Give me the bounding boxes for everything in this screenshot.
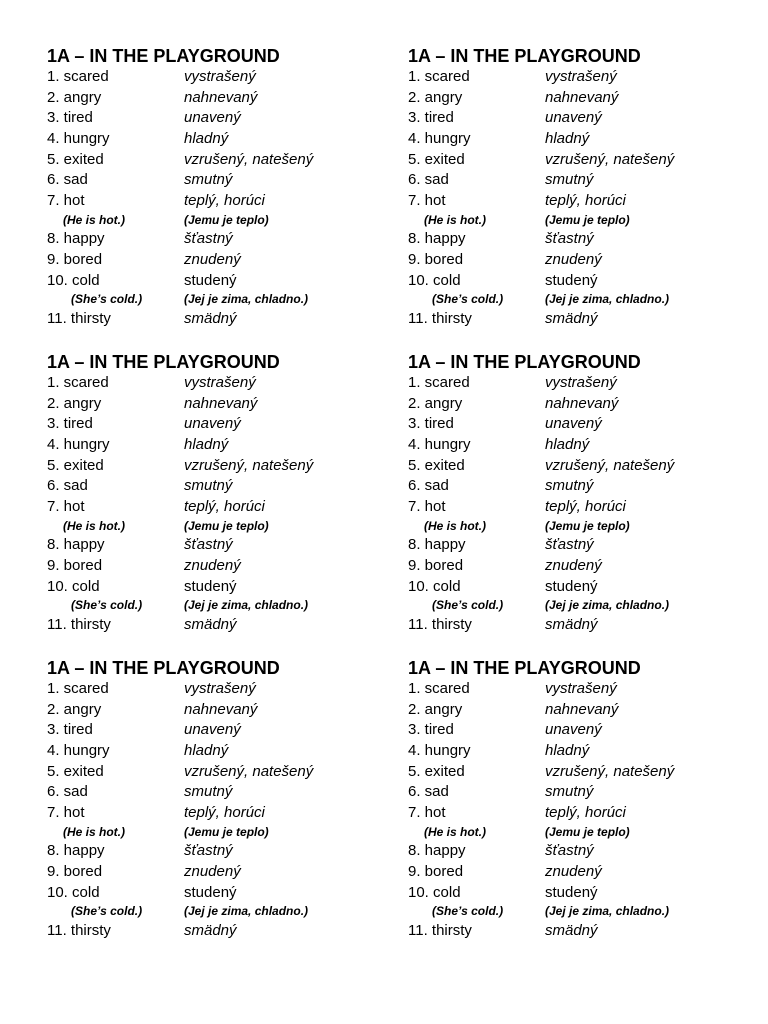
english-word: 3. tired — [408, 415, 454, 433]
vocab-row — [47, 720, 387, 741]
slovak-translation: vzrušený, natešený — [545, 762, 675, 780]
english-word: 8. happy — [408, 230, 466, 248]
example-note — [408, 291, 748, 309]
english-word: 6. sad — [47, 171, 88, 189]
vocab-row — [47, 476, 387, 497]
slovak-translation: nahnevaný — [184, 394, 258, 412]
example-note — [47, 518, 387, 536]
slovak-translation: znudený — [184, 557, 241, 574]
slovak-translation: studený — [184, 577, 237, 595]
english-word: 5. exited — [47, 762, 104, 780]
english-word: 7. hot — [408, 804, 446, 822]
slovak-example: (Jej je zima, chladno.) — [184, 292, 309, 307]
vocab-row — [47, 373, 387, 394]
slovak-example: (Jemu je teplo) — [545, 824, 630, 839]
english-word: 5. exited — [408, 762, 465, 780]
english-word: 10. cold — [408, 883, 461, 901]
vocab-row — [47, 414, 387, 435]
english-word: 4. hungry — [47, 130, 110, 148]
slovak-example: (Jej je zima, chladno.) — [184, 904, 309, 919]
vocab-row — [408, 67, 748, 88]
slovak-translation: unavený — [545, 109, 602, 127]
slovak-translation: vystrašený — [545, 680, 617, 697]
english-word: 9. bored — [47, 251, 103, 268]
english-word: 7. hot — [408, 498, 446, 516]
vocab-row — [47, 435, 387, 456]
english-word: 7. hot — [408, 192, 446, 210]
slovak-translation: vystrašený — [545, 374, 617, 391]
vocab-row — [47, 615, 387, 636]
english-example: (She’s cold.) — [432, 598, 504, 613]
english-word: 2. angry — [47, 700, 102, 718]
slovak-translation: teplý, horúci — [545, 804, 626, 822]
slovak-translation: šťastný — [184, 230, 233, 248]
slovak-translation: vzrušený, natešený — [184, 456, 314, 474]
english-word: 4. hungry — [408, 130, 471, 148]
vocab-row — [47, 456, 387, 477]
vocab-row — [408, 414, 748, 435]
vocab-row — [47, 679, 387, 700]
english-word: 10. cold — [47, 577, 100, 595]
vocabulary-card — [408, 351, 748, 636]
example-note — [47, 212, 387, 230]
slovak-translation: znudený — [184, 251, 241, 268]
slovak-translation: teplý, horúci — [184, 192, 265, 210]
slovak-translation: nahnevaný — [184, 88, 258, 106]
vocab-row — [408, 191, 748, 212]
slovak-translation: hladný — [184, 436, 229, 454]
slovak-translation: unavený — [184, 721, 241, 739]
english-word: 5. exited — [47, 456, 104, 474]
english-word: 1. scared — [47, 680, 109, 697]
vocab-row — [408, 170, 748, 191]
slovak-translation: šťastný — [545, 842, 594, 860]
slovak-translation: vystrašený — [184, 680, 256, 697]
vocab-row — [47, 129, 387, 150]
english-word: 2. angry — [408, 700, 463, 718]
english-example: (He is hot.) — [63, 824, 125, 839]
example-note — [47, 291, 387, 309]
slovak-translation: smädný — [545, 309, 598, 327]
english-word: 4. hungry — [408, 436, 471, 454]
vocab-row — [408, 150, 748, 171]
vocab-row — [47, 150, 387, 171]
slovak-translation: vzrušený, natešený — [545, 456, 675, 474]
card-title: 1A – IN THE PLAYGROUND — [47, 46, 280, 66]
vocab-row — [408, 556, 748, 577]
vocabulary-card — [408, 45, 748, 330]
example-note — [408, 903, 748, 921]
english-example: (He is hot.) — [63, 518, 125, 533]
vocab-row — [408, 921, 748, 942]
slovak-translation: nahnevaný — [545, 88, 619, 106]
example-note — [47, 597, 387, 615]
slovak-example: (Jej je zima, chladno.) — [545, 292, 670, 307]
example-note — [47, 903, 387, 921]
vocab-row — [47, 700, 387, 721]
english-word: 2. angry — [47, 88, 102, 106]
slovak-translation: unavený — [545, 415, 602, 433]
slovak-translation: smädný — [545, 921, 598, 939]
english-word: 2. angry — [408, 88, 463, 106]
vocab-row — [408, 841, 748, 862]
slovak-translation: studený — [545, 883, 598, 901]
slovak-translation: nahnevaný — [545, 700, 619, 718]
slovak-translation: studený — [184, 883, 237, 901]
english-example: (He is hot.) — [424, 518, 486, 533]
vocabulary-card — [47, 657, 387, 942]
card-title: 1A – IN THE PLAYGROUND — [408, 658, 641, 678]
english-word: 4. hungry — [47, 742, 110, 760]
vocab-row — [47, 108, 387, 129]
slovak-translation: hladný — [545, 742, 590, 760]
vocabulary-card — [408, 657, 748, 942]
english-example: (She’s cold.) — [71, 904, 143, 919]
vocab-row — [47, 271, 387, 292]
vocab-row — [408, 456, 748, 477]
english-word: 7. hot — [47, 192, 85, 210]
english-word: 9. bored — [47, 863, 103, 880]
example-note — [408, 597, 748, 615]
slovak-translation: studený — [184, 271, 237, 289]
slovak-translation: smutný — [184, 477, 233, 495]
vocab-row — [47, 229, 387, 250]
slovak-translation: šťastný — [545, 230, 594, 248]
english-word: 11. thirsty — [47, 309, 111, 327]
slovak-translation: smutný — [184, 171, 233, 189]
card-title: 1A – IN THE PLAYGROUND — [47, 352, 280, 372]
example-note — [408, 824, 748, 842]
slovak-example: (Jemu je teplo) — [545, 518, 630, 533]
vocab-row — [47, 170, 387, 191]
english-example: (She’s cold.) — [432, 292, 504, 307]
english-word: 6. sad — [47, 477, 88, 495]
english-word: 8. happy — [47, 536, 105, 554]
slovak-translation: šťastný — [545, 536, 594, 554]
english-word: 11. thirsty — [408, 309, 472, 327]
slovak-translation: šťastný — [184, 536, 233, 554]
slovak-translation: smutný — [545, 783, 594, 801]
vocab-row — [408, 229, 748, 250]
slovak-translation: šťastný — [184, 842, 233, 860]
english-word: 6. sad — [408, 477, 449, 495]
vocab-row — [408, 129, 748, 150]
vocab-row — [408, 394, 748, 415]
vocab-row — [47, 782, 387, 803]
vocab-row — [47, 577, 387, 598]
slovak-translation: smädný — [184, 615, 237, 633]
vocab-row — [47, 88, 387, 109]
english-word: 3. tired — [408, 109, 454, 127]
vocab-row — [408, 720, 748, 741]
example-note — [47, 824, 387, 842]
english-word: 3. tired — [408, 721, 454, 739]
vocab-row — [408, 577, 748, 598]
vocab-row — [408, 700, 748, 721]
english-word: 2. angry — [408, 394, 463, 412]
slovak-translation: teplý, horúci — [545, 498, 626, 516]
slovak-translation: vystrašený — [545, 68, 617, 85]
vocab-row — [408, 615, 748, 636]
vocab-row — [408, 271, 748, 292]
english-word: 3. tired — [47, 109, 93, 127]
english-example: (She’s cold.) — [432, 904, 504, 919]
english-word: 8. happy — [47, 230, 105, 248]
slovak-translation: znudený — [545, 557, 602, 574]
english-word: 10. cold — [47, 271, 100, 289]
vocab-row — [408, 741, 748, 762]
vocab-row — [408, 862, 748, 883]
vocab-row — [408, 762, 748, 783]
slovak-translation: smädný — [184, 309, 237, 327]
slovak-translation: unavený — [184, 109, 241, 127]
english-word: 10. cold — [47, 883, 100, 901]
slovak-translation: hladný — [545, 130, 590, 148]
english-word: 7. hot — [47, 804, 85, 822]
english-word: 8. happy — [47, 842, 105, 860]
english-word: 8. happy — [408, 536, 466, 554]
english-word: 5. exited — [408, 456, 465, 474]
english-example: (She’s cold.) — [71, 292, 143, 307]
english-word: 10. cold — [408, 271, 461, 289]
example-note — [408, 518, 748, 536]
vocab-row — [47, 191, 387, 212]
english-word: 1. scared — [408, 374, 470, 391]
english-word: 11. thirsty — [47, 921, 111, 939]
vocab-row — [47, 497, 387, 518]
english-word: 3. tired — [47, 721, 93, 739]
english-word: 6. sad — [408, 783, 449, 801]
vocab-row — [47, 535, 387, 556]
vocab-row — [408, 782, 748, 803]
english-word: 1. scared — [47, 374, 109, 391]
vocab-row — [47, 921, 387, 942]
slovak-example: (Jej je zima, chladno.) — [545, 598, 670, 613]
slovak-translation: smädný — [184, 921, 237, 939]
slovak-translation: nahnevaný — [545, 394, 619, 412]
slovak-translation: vystrašený — [184, 68, 256, 85]
english-word: 6. sad — [47, 783, 88, 801]
slovak-translation: teplý, horúci — [184, 804, 265, 822]
slovak-translation: studený — [545, 577, 598, 595]
slovak-translation: smutný — [545, 171, 594, 189]
vocab-row — [47, 762, 387, 783]
english-word: 9. bored — [408, 557, 464, 574]
slovak-example: (Jemu je teplo) — [545, 212, 630, 227]
vocab-row — [47, 841, 387, 862]
slovak-translation: hladný — [184, 742, 229, 760]
english-word: 9. bored — [408, 863, 464, 880]
slovak-translation: vzrušený, natešený — [184, 150, 314, 168]
english-word: 9. bored — [47, 557, 103, 574]
slovak-example: (Jemu je teplo) — [184, 824, 269, 839]
english-example: (She’s cold.) — [71, 598, 143, 613]
vocab-row — [408, 88, 748, 109]
english-word: 1. scared — [408, 680, 470, 697]
vocab-row — [408, 476, 748, 497]
english-word: 11. thirsty — [47, 615, 111, 633]
english-word: 1. scared — [408, 68, 470, 85]
english-example: (He is hot.) — [424, 212, 486, 227]
english-word: 3. tired — [47, 415, 93, 433]
vocabulary-card — [47, 351, 387, 636]
slovak-translation: smutný — [184, 783, 233, 801]
english-word: 11. thirsty — [408, 921, 472, 939]
slovak-example: (Jej je zima, chladno.) — [545, 904, 670, 919]
slovak-translation: znudený — [184, 863, 241, 880]
vocab-row — [408, 497, 748, 518]
vocab-row — [47, 67, 387, 88]
english-example: (He is hot.) — [63, 212, 125, 227]
english-word: 10. cold — [408, 577, 461, 595]
slovak-example: (Jej je zima, chladno.) — [184, 598, 309, 613]
slovak-translation: smädný — [545, 615, 598, 633]
slovak-translation: studený — [545, 271, 598, 289]
english-word: 2. angry — [47, 394, 102, 412]
english-word: 1. scared — [47, 68, 109, 85]
vocab-row — [47, 556, 387, 577]
english-word: 5. exited — [47, 150, 104, 168]
vocab-row — [408, 108, 748, 129]
card-title: 1A – IN THE PLAYGROUND — [408, 352, 641, 372]
slovak-translation: unavený — [184, 415, 241, 433]
english-word: 7. hot — [47, 498, 85, 516]
vocab-row — [47, 741, 387, 762]
slovak-translation: vzrušený, natešený — [545, 150, 675, 168]
english-word: 6. sad — [408, 171, 449, 189]
slovak-example: (Jemu je teplo) — [184, 518, 269, 533]
slovak-example: (Jemu je teplo) — [184, 212, 269, 227]
vocab-row — [47, 862, 387, 883]
english-word: 4. hungry — [408, 742, 471, 760]
slovak-translation: teplý, horúci — [545, 192, 626, 210]
vocab-row — [408, 803, 748, 824]
slovak-translation: unavený — [545, 721, 602, 739]
english-word: 9. bored — [408, 251, 464, 268]
example-note — [408, 212, 748, 230]
vocab-row — [47, 883, 387, 904]
card-title: 1A – IN THE PLAYGROUND — [47, 658, 280, 678]
slovak-translation: vystrašený — [184, 374, 256, 391]
english-example: (He is hot.) — [424, 824, 486, 839]
slovak-translation: hladný — [545, 436, 590, 454]
vocab-row — [47, 250, 387, 271]
vocab-row — [47, 803, 387, 824]
vocab-row — [408, 679, 748, 700]
vocab-row — [408, 883, 748, 904]
slovak-translation: teplý, horúci — [184, 498, 265, 516]
slovak-translation: vzrušený, natešený — [184, 762, 314, 780]
vocab-row — [408, 250, 748, 271]
english-word: 4. hungry — [47, 436, 110, 454]
card-title: 1A – IN THE PLAYGROUND — [408, 46, 641, 66]
slovak-translation: hladný — [184, 130, 229, 148]
english-word: 11. thirsty — [408, 615, 472, 633]
vocab-row — [408, 309, 748, 330]
slovak-translation: znudený — [545, 863, 602, 880]
english-word: 8. happy — [408, 842, 466, 860]
vocab-row — [47, 394, 387, 415]
vocab-row — [408, 373, 748, 394]
slovak-translation: znudený — [545, 251, 602, 268]
vocab-row — [408, 435, 748, 456]
vocab-row — [408, 535, 748, 556]
vocab-row — [47, 309, 387, 330]
slovak-translation: smutný — [545, 477, 594, 495]
slovak-translation: nahnevaný — [184, 700, 258, 718]
vocabulary-card — [47, 45, 387, 330]
english-word: 5. exited — [408, 150, 465, 168]
